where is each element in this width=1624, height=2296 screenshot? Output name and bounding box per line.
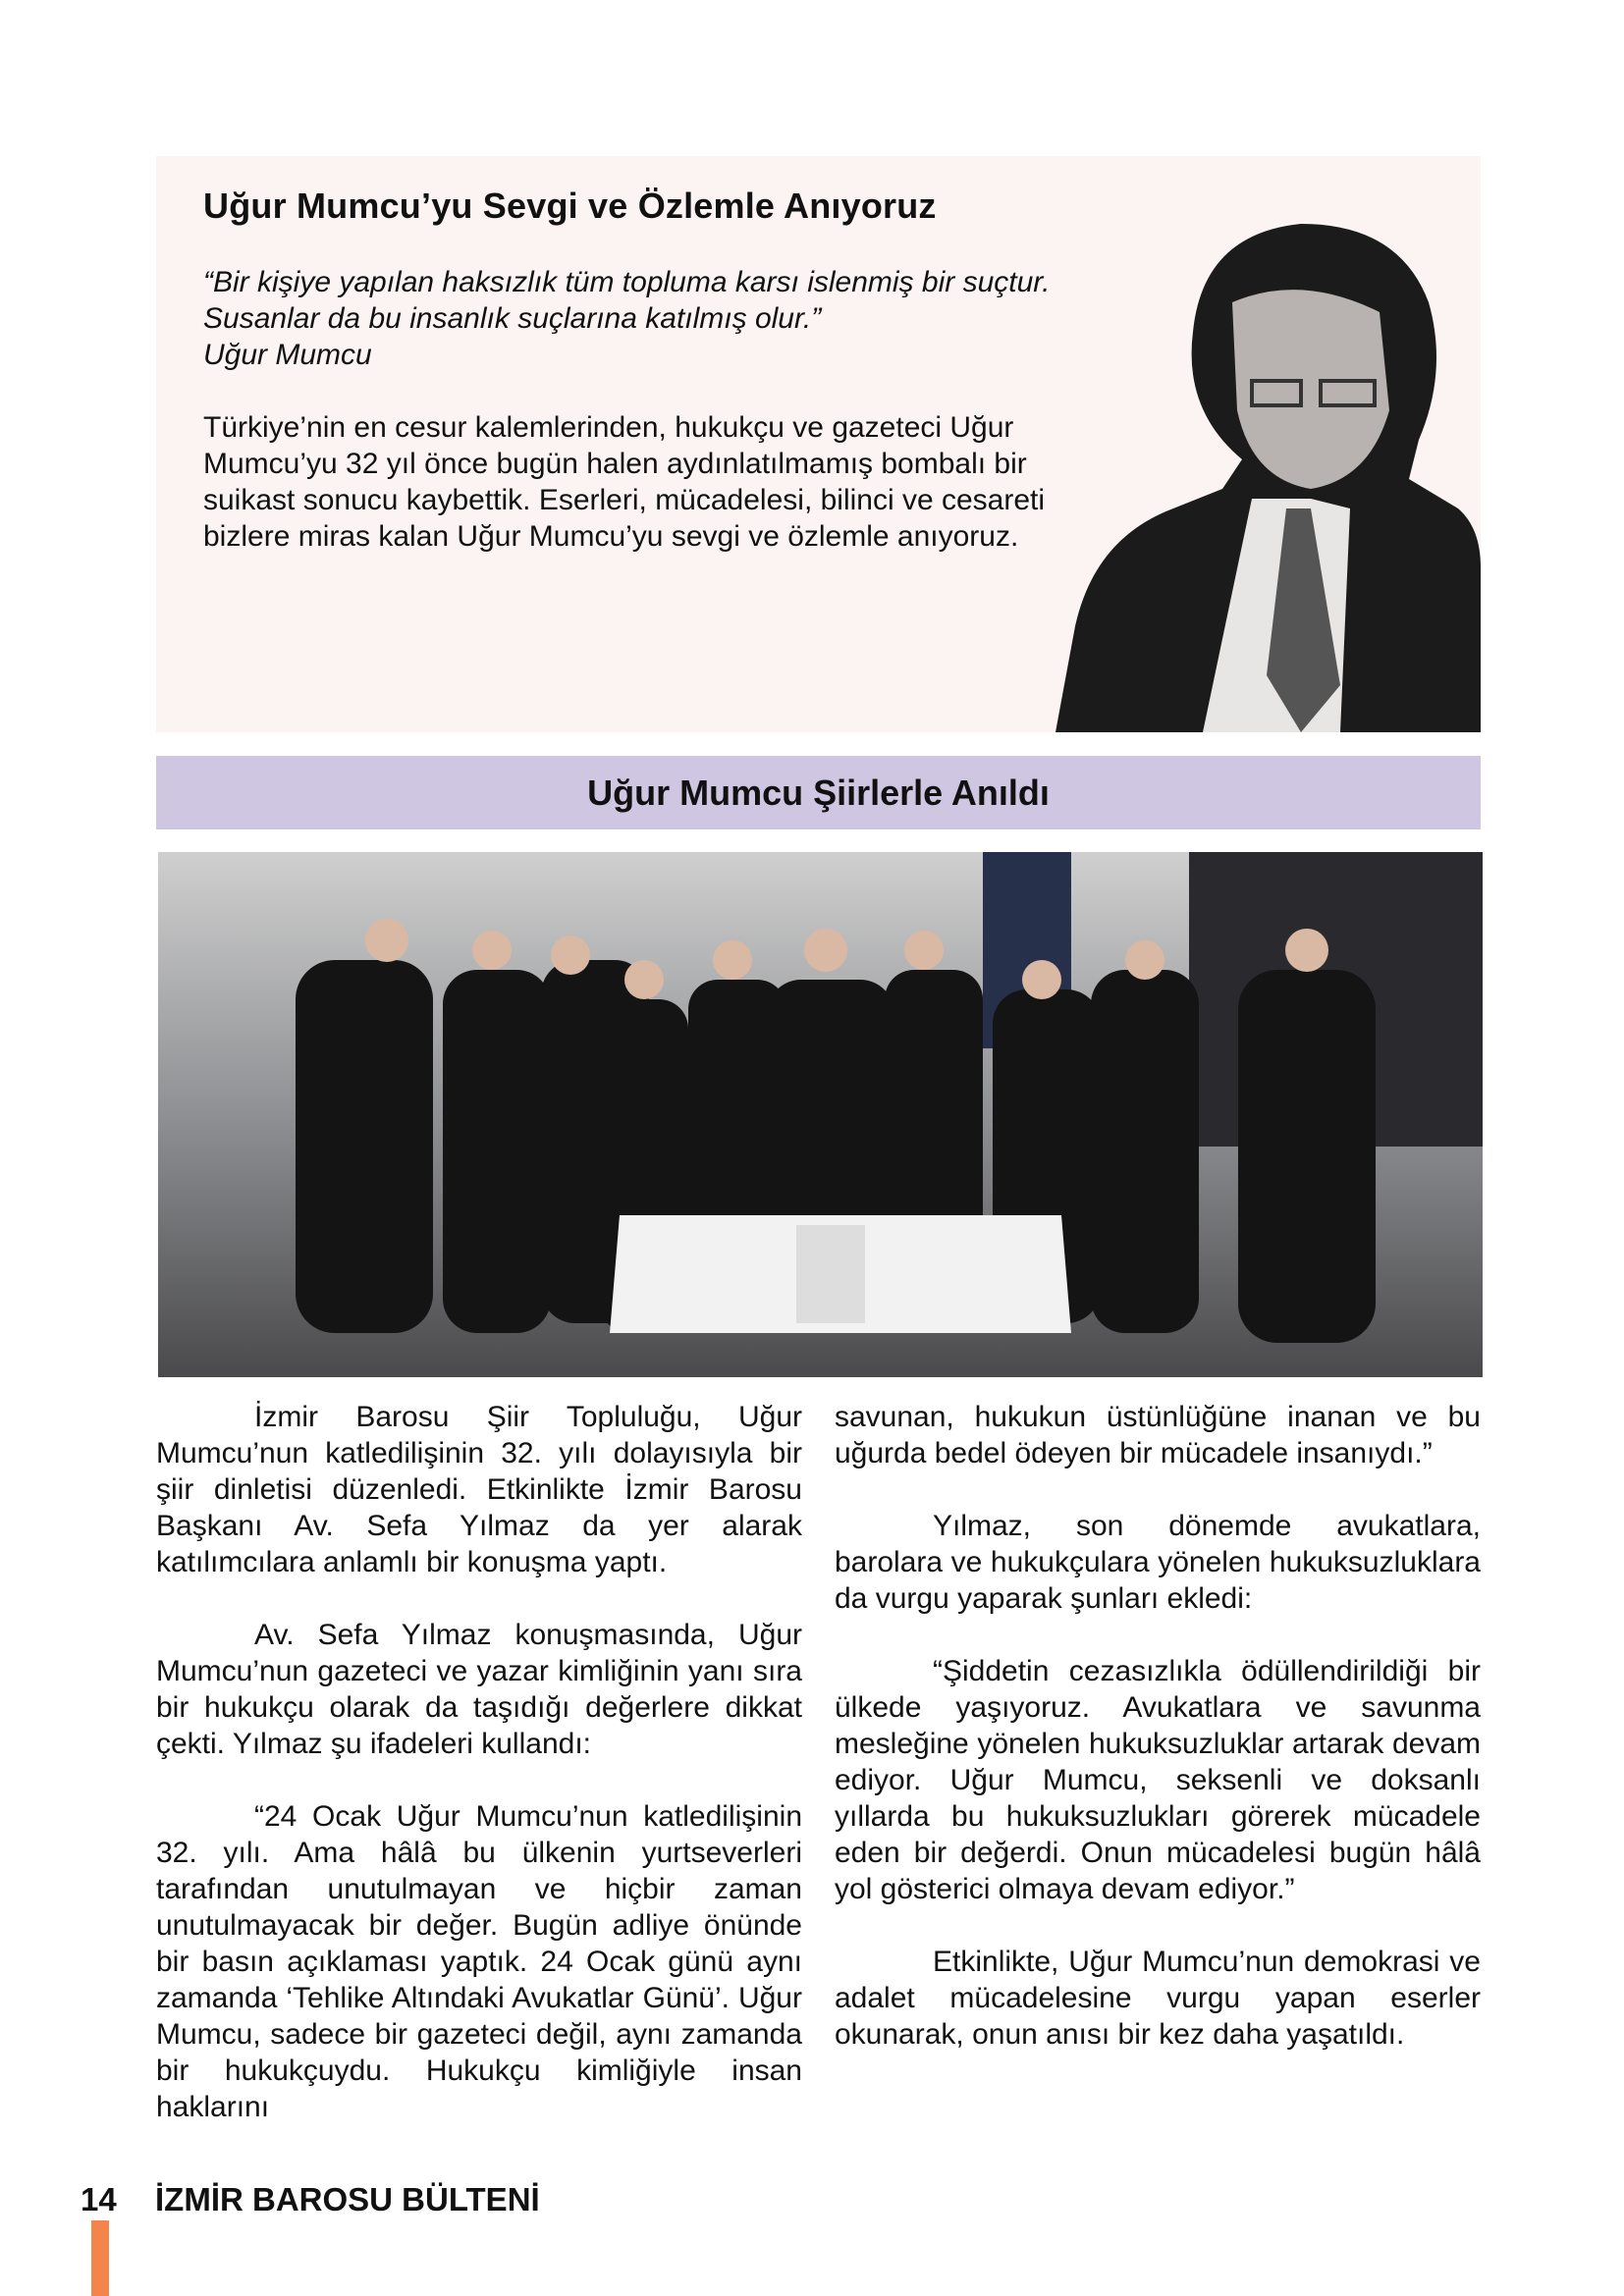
article-paragraph-continued: savunan, hukukun üstünlüğüne inanan ve bu uğurda bedel ödeyen bir mücadele insanıydı.” xyxy=(835,1401,1481,1469)
publication-name: İZMİR BAROSU BÜLTENİ xyxy=(155,2181,540,2217)
article-paragraph: “24 Ocak Uğur Mumcu’nun katledilişinin 32. yılı. Ama hâlâ bu ülkenin yurtseverleri tarafından unutulmayan ve hiçbir zaman unutulmayacak bir değer. Bugün adliye önünde bir basın açıklaması yaptık. 24 Ocak günü aynı zamanda ‘Tehlike Altındaki Avukatlar Günü’. Uğur Mumcu, sadece bir gazeteci değil, aynı zamanda bir hukukçuydu. Hukukçu kimliğiyle insan haklarını xyxy=(156,1800,802,2123)
memorial-intro: Türkiye’nin en cesur kalemlerinden, hukukçu ve gazeteci Uğur Mumcu’yu 32 yıl önce bugün halen aydınlatılmamış bombalı bir suikast sonucu kaybettik. Eserleri, mücadelesi, bilinci ve cesareti bizlere miras kalan Uğur Mumcu’yu sevgi ve özlemle anıyoruz. xyxy=(203,411,1046,553)
quote-author: Uğur Mumcu xyxy=(203,339,372,371)
portrait-photo xyxy=(1056,214,1481,732)
memorial-quote xyxy=(203,264,1116,373)
event-group-photo xyxy=(158,852,1483,1377)
article-column-left xyxy=(156,1399,802,2162)
article-column-right xyxy=(835,1399,1481,2089)
memorial-title: Uğur Mumcu’yu Sevgi ve Özlemle Anıyoruz xyxy=(203,186,937,226)
quote-text: “Bir kişiye yapılan haksızlık tüm topluma karsı islenmiş bir suçtur. Susanlar da bu insanlık suçlarına katılmış olur.” xyxy=(203,266,1051,335)
article-title: Uğur Mumcu Şiirlerle Anıldı xyxy=(587,772,1050,813)
article-paragraph: İzmir Barosu Şiir Topluluğu, Uğur Mumcu’nun katledilişinin 32. yılı dolayısıyla bir şiir dinletisi düzenledi. Etkinlikte İzmir Barosu Başkanı Av. Sefa Yılmaz da yer alarak katılımcılara anlamlı bir konuşma yaptı. xyxy=(156,1401,802,1578)
article-paragraph: Yılmaz, son dönemde avukatlara, barolara ve hukukçulara yönelen hukuksuzluklara da vurgu yaparak şunları ekledi: xyxy=(835,1510,1481,1615)
article-paragraph: Av. Sefa Yılmaz konuşmasında, Uğur Mumcu’nun gazeteci ve yazar kimliğinin yanı sıra bir hukukçu olarak da taşıdığı değerlere dikkat çekti. Yılmaz şu ifadeleri kullandı: xyxy=(156,1619,802,1760)
article-title-banner xyxy=(156,756,1481,829)
orange-accent-bar xyxy=(91,2220,109,2296)
memorial-box xyxy=(156,156,1481,732)
article-paragraph: Etkinlikte, Uğur Mumcu’nun demokrasi ve adalet mücadelesine vurgu yapan eserler okunarak, onun anısı bir kez daha yaşatıldı. xyxy=(835,1946,1481,2051)
article-paragraph: “Şiddetin cezasızlıkla ödüllendirildiği bir ülkede yaşıyoruz. Avukatlara ve savunma mesleğine yönelen hukuksuzluklar artarak devam ediyor. Uğur Mumcu, seksenli ve doksanlı yıllarda bu hukuksuzlukları görerek mücadele eden bir değerdi. Onun mücadelesi bugün hâlâ yol gösterici olmaya devam ediyor.” xyxy=(835,1655,1481,1905)
page-number: 14 xyxy=(81,2181,117,2217)
